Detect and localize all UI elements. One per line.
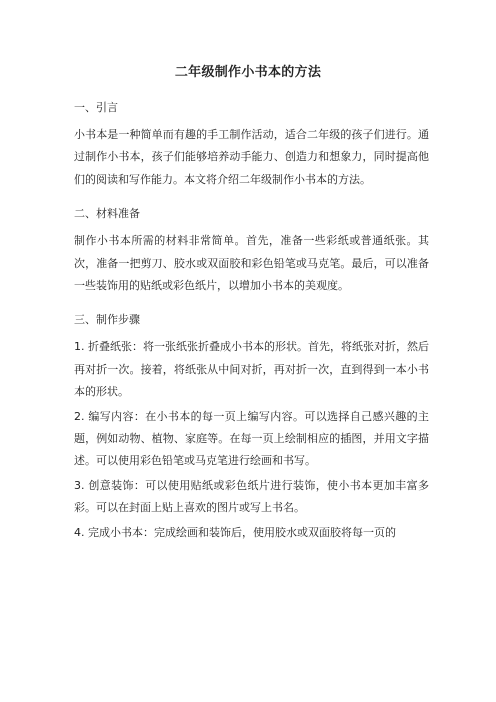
section-heading: 三、制作步骤 — [74, 313, 140, 327]
section-introduction — [74, 100, 429, 191]
paragraph: 小书本是一种简单而有趣的手工制作活动，适合二年级的孩子们进行。通过制作小书本，孩子们能够培养动手能力、创造力和想象力，同时提高他们的阅读和写作能力。本文将介绍二年级制作小书本的方法。 — [74, 128, 429, 186]
step-paragraph: 2. 编写内容：在小书本的每一页上编写内容。可以选择自己感兴趣的主题，例如动物、植物、家庭等。在每一页上绘制相应的插图，并用文字描述。可以使用彩色铅笔或马克笔进行绘画和书写。 — [74, 409, 429, 468]
section-heading: 二、材料准备 — [74, 207, 140, 221]
step-paragraph: 1. 折叠纸张：将一张纸张折叠成小书本的形状。首先，将纸张对折，然后再对折一次。接着，将纸张从中间对折，再对折一次，直到得到一本小书本的形状。 — [74, 340, 429, 399]
document-title: 二年级制作小书本的方法 — [174, 65, 322, 80]
section-heading: 一、引言 — [74, 101, 118, 114]
step-paragraph: 4. 完成小书本：完成绘画和装饰后，使用胶水或双面胶将每一页的 — [74, 525, 396, 539]
section-steps — [74, 312, 429, 544]
step-paragraph: 3. 创意装饰：可以使用贴纸或彩色纸片进行装饰，使小书本更加丰富多彩。可以在封面上贴上喜欢的图片或写上书名。 — [74, 478, 429, 515]
document-body — [74, 100, 429, 546]
paragraph: 制作小书本所需的材料非常简单。首先，准备一些彩纸或普通纸张。其次，准备一把剪刀、胶水或双面胶和彩色铅笔或马克笔。最后，可以准备一些装饰用的贴纸或彩色纸片，以增加小书本的美观度。 — [74, 234, 429, 293]
section-materials — [74, 206, 429, 297]
